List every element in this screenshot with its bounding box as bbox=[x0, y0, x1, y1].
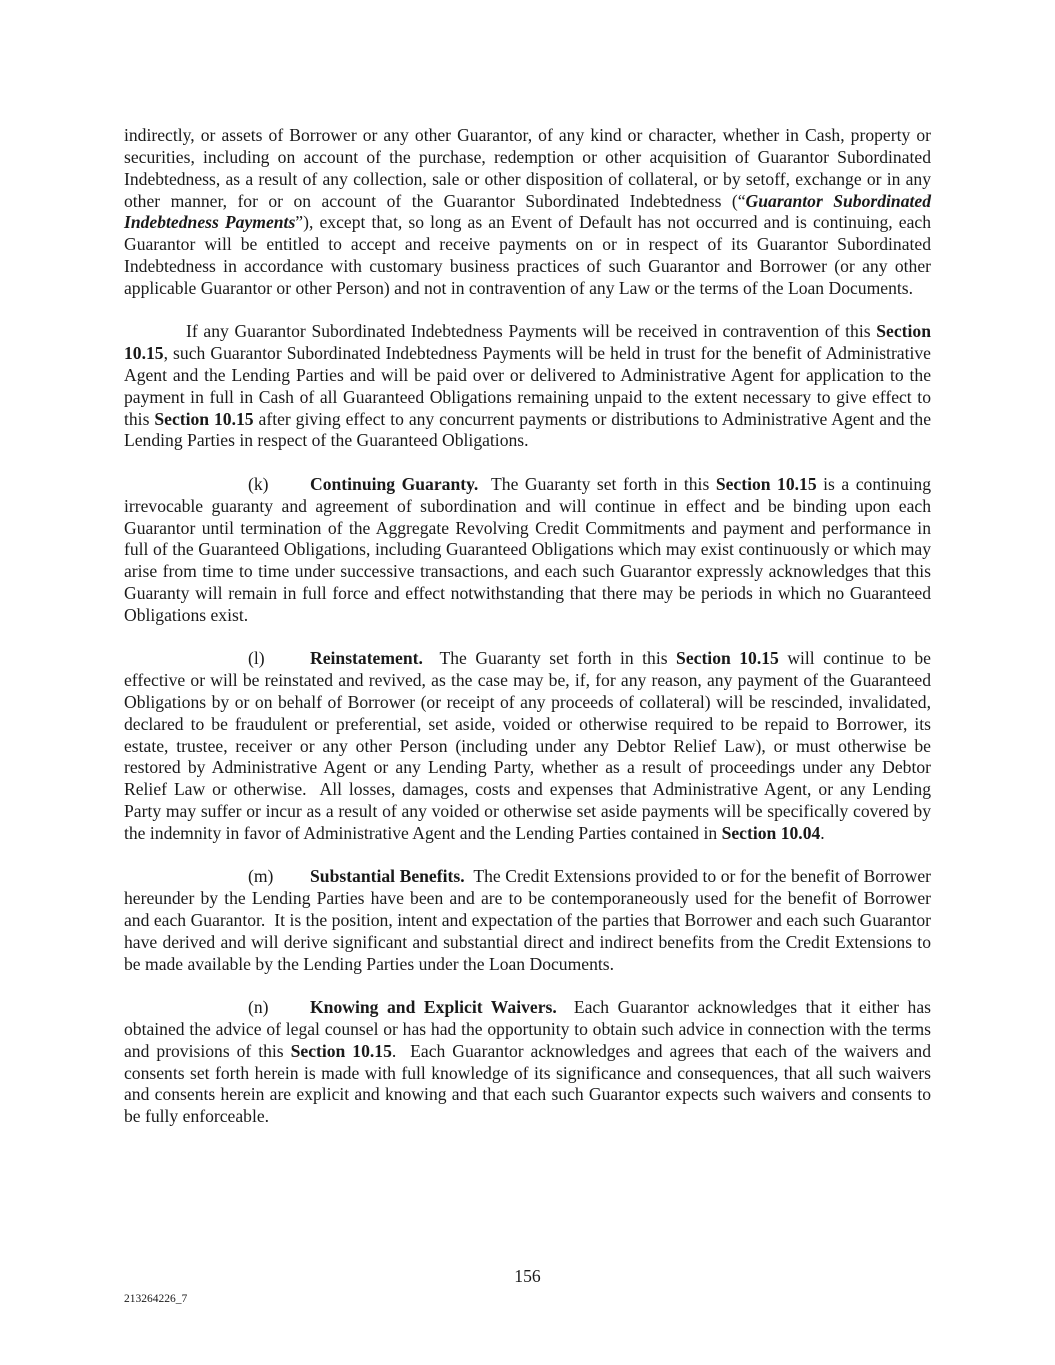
clause-label: (k) bbox=[248, 473, 269, 494]
clause-l bbox=[124, 648, 936, 845]
paragraph-text: The Credit Extensions provided to or for the benefit of Borrower hereunder by the Lending Parties have been and are to be contemporaneously used for the benefit of Borrower and each Guarantor. It is the position, intent and expectation of the parties that Borrower and each such Guarantor have derived and will derive significant and substantial direct and indirect benefits from the Credit Extensions to be made available by the Lending Parties under the Loan Documents. bbox=[124, 866, 936, 974]
paragraph-text: . bbox=[820, 822, 825, 843]
section-reference: Section 10.15 bbox=[124, 321, 931, 364]
section-reference: Section 10.04 bbox=[721, 822, 821, 843]
paragraph-text: after giving effect to any concurrent payments or distributions to Administrative Agent and the Lending Parties in respect of the Guaranteed Obligations. bbox=[124, 408, 932, 451]
page-number: 156 bbox=[514, 1266, 541, 1286]
clause-heading: Substantial Benefits. bbox=[310, 866, 465, 887]
section-reference: Section 10.15 bbox=[290, 1040, 392, 1061]
document-id: 213264226_7 bbox=[124, 1293, 188, 1305]
clause-heading: Knowing and Explicit Waivers. bbox=[310, 997, 557, 1018]
document-body bbox=[124, 125, 936, 1150]
paragraph-text: will continue to be effective or will be reinstated and revived, as the case may be, if, for any reason, any payment of the Guaranteed Obligations by or on behalf of Borrower (or receipt of any proceeds of collateral) will be rescinded, invalidated, declared to be fraudulent or preferential, set aside, voided or otherwise required to be repaid to Borrower, its estate, trustee, receiver or any other Person (including under any Debtor Relief Law), or must otherwise be restored by Administrative Agent or any Lending Party, whether as a result of proceedings under any Debtor Relief Law or otherwise. All losses, damages, costs and expenses that Administrative Agent, or any Lending Party may suffer or incur as a result of any voided or otherwise set aside payments will be specifically covered by the indemnity in favor of Administrative Agent and the Lending Parties contained in bbox=[124, 648, 936, 843]
paragraph-text: The Guaranty set forth in this bbox=[478, 473, 716, 494]
clause-heading: Continuing Guaranty. bbox=[310, 473, 479, 494]
paragraph-text: indirectly, or assets of Borrower or any other Guarantor, of any kind or character, whether in Cash, property or securities, including on account of the purchase, redemption or other acquisition of Guarantor Subordinated Indebtedness, as a result of any collection, sale or other disposition of collateral, or by setoff, exchange or in any other manner, for or on account of the Guarantor Subordinated Indebtedness (“ bbox=[124, 125, 931, 211]
clause-label: (n) bbox=[248, 997, 269, 1018]
section-reference: Section 10.15 bbox=[676, 648, 779, 669]
clause-heading: Reinstatement. bbox=[310, 648, 423, 669]
paragraph-trust bbox=[124, 321, 931, 452]
section-reference: Section 10.15 bbox=[715, 473, 817, 494]
clause-label: (m) bbox=[248, 866, 274, 887]
clause-k bbox=[124, 474, 931, 627]
paragraph-text: The Guaranty set forth in this bbox=[422, 648, 677, 669]
paragraph-continuation bbox=[124, 125, 931, 300]
defined-term: Guarantor Subordinated Indebtedness Payments bbox=[124, 190, 931, 233]
clause-label: (l) bbox=[248, 648, 265, 669]
paragraph-text: If any Guarantor Subordinated Indebtedness Payments will be received in contravention of this bbox=[186, 321, 877, 342]
paragraph-text: . Each Guarantor acknowledges and agrees that each of the waivers and consents set forth herein is made with full knowledge of its significance and consequences, that all such waivers and consents herein are explicit and knowing and that each such Guarantor expects such waivers and consents to be fully enforceable. bbox=[124, 1040, 936, 1127]
clause-m bbox=[124, 866, 936, 975]
section-reference: Section 10.15 bbox=[154, 408, 254, 429]
paragraph-text: ”), except that, so long as an Event of Default has not occurred and is continuing, each Guarantor will be entitled to accept and receive payments on or in respect of its Guarantor Subordinated Indebtedness in accordance with customary business practices of such Guarantor and Borrower (or any other applicable Guarantor or other Person) and not in contravention of any Law or the terms of the Loan Documents. bbox=[124, 212, 931, 298]
paragraph-text: , such Guarantor Subordinated Indebtedness Payments will be held in trust for the benefit of Administrative Agent and the Lending Parties and will be paid over or delivered to Administrative Agent for application to the payment in full in Cash of all Guaranteed Obligations remaining unpaid to the extent necessary to give effect to this bbox=[124, 343, 931, 429]
clause-n bbox=[124, 997, 936, 1128]
paragraph-text: is a continuing irrevocable guaranty and agreement of subordination and will continue in effect and be binding upon each Guarantor until termination of the Aggregate Revolving Credit Commitments and payment and performance in full of the Guaranteed Obligations, including Guaranteed Obligations which may exist continuously or which may arise from time to time under successive transactions, and each such Guarantor expressly acknowledges that this Guaranty will remain in full force and effect notwithstanding that there may be periods in which no Guaranteed Obligations exist. bbox=[124, 473, 931, 625]
paragraph-text: Each Guarantor acknowledges that it either has obtained the advice of legal counsel or has had the opportunity to obtain such advice in connection with the terms and provisions of this bbox=[124, 997, 936, 1061]
